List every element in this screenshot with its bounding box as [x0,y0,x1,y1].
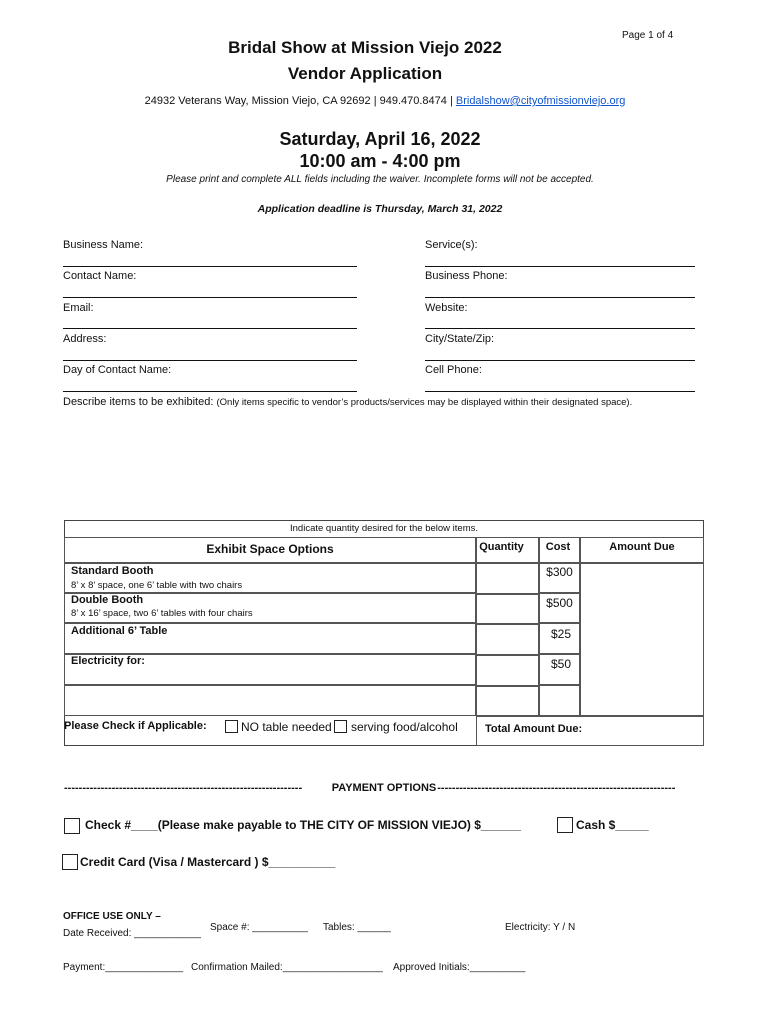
quantity-divider [476,685,539,687]
services-label: Service(s): [425,239,478,251]
total-label: Total Amount Due: [485,723,583,735]
business-name-label: Business Name: [63,239,144,251]
website-label: Website: [425,302,468,314]
row-desc: 8’ x 16’ space, two 6’ tables with four chairs [71,608,253,619]
col-cost: Cost [545,541,571,553]
space-number: Space #: __________ [210,922,308,933]
credit-card-checkbox[interactable] [62,854,78,870]
day-contact-field[interactable] [63,391,357,392]
dashes-left: ----------------------------------------------------------------- [64,782,303,794]
cost-value: $300 [546,565,573,579]
tables-count: Tables: ______ [323,922,391,933]
payment-heading: PAYMENT OPTIONS [331,782,437,794]
row-name: Double Booth [71,594,144,606]
electricity-yn: Electricity: Y / N [505,922,576,933]
check-applicable-label: Please Check if Applicable: [64,720,207,732]
cost-value: $500 [546,596,573,610]
page-number: Page 1 of 4 [622,30,674,41]
col-options: Exhibit Space Options [206,542,334,556]
contact-address [0,95,770,107]
cost-value: $50 [550,657,572,671]
row-desc: 8’ x 8’ space, one 6’ table with two chairs [71,580,243,591]
email-field[interactable] [63,328,357,329]
city-state-zip-field[interactable] [425,360,695,361]
cost-cell [539,685,580,716]
city-state-zip-label: City/State/Zip: [425,333,495,345]
day-contact-label: Day of Contact Name: [63,364,172,376]
no-table-checkbox[interactable] [225,720,238,733]
instructions: Please print and complete ALL fields including the waiver. Incomplete forms will not be accepted. [166,174,594,185]
no-table-label: NO table needed [241,720,332,734]
row-name: Standard Booth [71,565,154,577]
event-time: 10:00 am - 4:00 pm [299,151,461,171]
describe-items [63,396,632,408]
document-subtitle: Vendor Application [287,64,443,83]
cash-payment-label: Cash $_____ [576,818,649,832]
serving-food-label: serving food/alcohol [351,720,458,734]
email-link[interactable]: Bridalshow@cityofmissionviejo.org [455,95,626,107]
quantity-divider [476,654,539,656]
table-instruction: Indicate quantity desired for the below items. [290,523,478,534]
deadline: Application deadline is Thursday, March 31, 2022 [257,203,503,215]
payment-office: Payment:______________ [63,962,184,973]
contact-name-field[interactable] [63,297,357,298]
quantity-divider [476,623,539,625]
email-label: Email: [63,302,94,314]
dashes-right: ----------------------------------------------------------------- [437,782,676,794]
address-text: 24932 Veterans Way, Mission Viejo, CA 92692 | 949.470.8474 | [144,95,453,107]
event-date: Saturday, April 16, 2022 [279,129,481,149]
confirmation-mailed: Confirmation Mailed:__________________ [191,962,383,973]
table-row-blank [64,685,476,716]
payment-options-heading [64,782,704,794]
address-label: Address: [63,333,107,345]
describe-label: Describe items to be exhibited: [63,396,214,408]
quantity-column[interactable] [476,563,539,716]
describe-note: (Only items specific to vendor’s products/services may be displayed within their designated space). [216,397,633,408]
col-quantity: Quantity [479,541,524,553]
col-amount: Amount Due [609,541,675,553]
office-use-heading: OFFICE USE ONLY – [63,911,161,922]
website-field[interactable] [425,328,695,329]
row-name: Additional 6’ Table [71,625,168,637]
check-payment-checkbox[interactable] [64,818,80,834]
cost-value: $25 [550,627,572,641]
date-received: Date Received: ____________ [63,928,201,939]
business-name-field[interactable] [63,266,357,267]
check-payment-label: Check #____(Please make payable to THE CITY OF MISSION VIEJO) $______ [85,818,521,832]
business-phone-field[interactable] [425,297,695,298]
document-title: Bridal Show at Mission Viejo 2022 [228,38,502,57]
address-field[interactable] [63,360,357,361]
business-phone-label: Business Phone: [425,270,508,282]
cash-payment-checkbox[interactable] [557,817,573,833]
amount-column[interactable] [580,563,704,716]
cell-phone-label: Cell Phone: [425,364,482,376]
services-field[interactable] [425,266,695,267]
contact-name-label: Contact Name: [63,270,137,282]
row-name: Electricity for: [71,655,145,667]
quantity-divider [476,593,539,595]
approved-initials: Approved Initials:__________ [393,962,526,973]
cell-phone-field[interactable] [425,391,695,392]
serving-food-checkbox[interactable] [334,720,347,733]
credit-card-label: Credit Card (Visa / Mastercard ) $__________ [80,855,336,869]
